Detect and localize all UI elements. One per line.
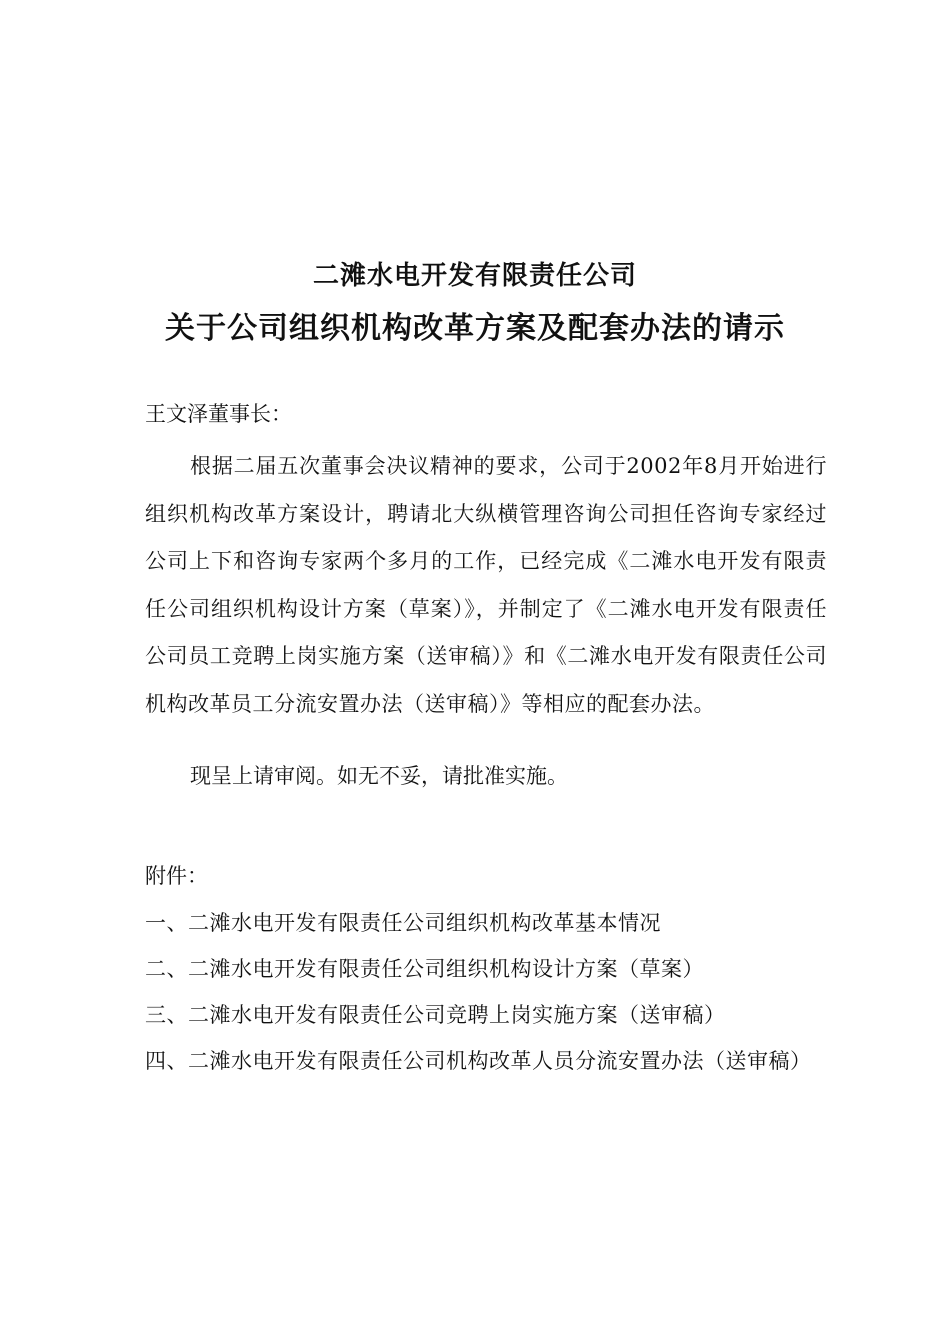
attachments-list [145,900,827,1084]
attachment-item: 二、二滩水电开发有限责任公司组织机构设计方案（草案） [145,957,704,981]
attachment-item: 一、二滩水电开发有限责任公司组织机构改革基本情况 [145,911,661,935]
body-paragraph: 根据二届五次董事会决议精神的要求，公司于2002年8月开始进行组织机构改革方案设计，聘请北大纵横管理咨询公司担任咨询专家经过公司上下和咨询专家两个多月的工作，已经完成《二滩水电开发有限责任公司组织机构设计方案（草案）》，并制定了《二滩水电开发有限责任公司员工竞聘上岗实施方案（送审稿）》和《二滩水电开发有限责任公司机构改革员工分流安置办法（送审稿）》等相应的配套办法。 [145,454,827,716]
attachment-item: 三、二滩水电开发有限责任公司竞聘上岗实施方案（送审稿） [145,1003,726,1027]
document-title: 关于公司组织机构改革方案及配套办法的请示 [165,311,785,346]
company-title: 二滩水电开发有限责任公司 [312,261,637,291]
salutation: 王文泽董事长： [145,402,292,426]
attachment-item: 四、二滩水电开发有限责任公司机构改革人员分流安置办法（送审稿） [145,1049,812,1073]
closing-line: 现呈上请审阅。如无不妥，请批准实施。 [190,764,568,788]
attachments-label: 附件： [145,864,208,888]
